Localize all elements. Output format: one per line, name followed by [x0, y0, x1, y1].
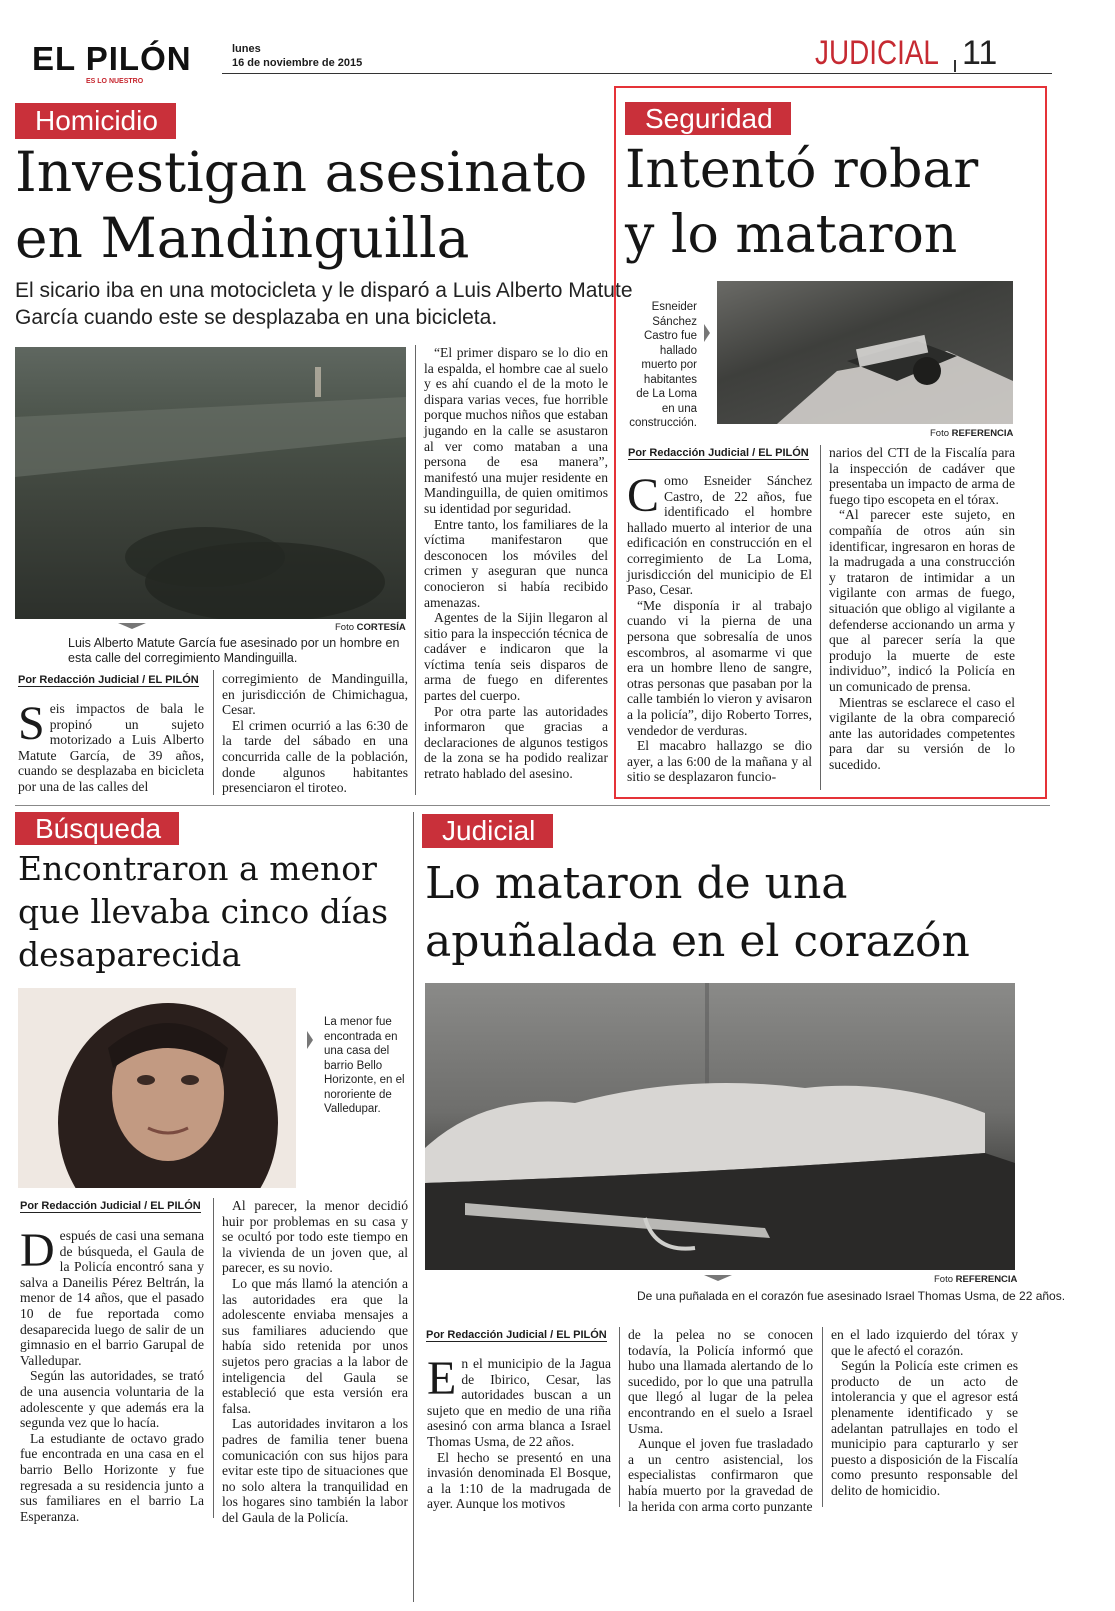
credit-prefix-4: Foto — [934, 1274, 954, 1285]
photo-girl — [18, 988, 296, 1188]
photo-body-construction — [717, 281, 1013, 424]
divider-2 — [820, 445, 821, 790]
credit-source-4: REFERENCIA — [955, 1274, 1018, 1285]
caption-punalada: De una puñalada en el corazón fue asesinado Israel Thomas Usma, de 22 años. — [637, 1289, 1066, 1303]
body-4-col3 — [831, 1327, 1018, 1499]
divider-1a — [213, 670, 214, 795]
body-4-col1 — [427, 1352, 611, 1512]
headline-menor-2: que llevaba cinco días — [18, 892, 389, 931]
body-1-col3-p3: Agentes de la Sijin llegaron al sitio para la inspección técnica de cadáver e indicaron que la víctima tenía seis disparos de arma de fuego en diferentes partes del cuerpo. — [424, 610, 608, 704]
headline-mandinguilla-1: Investigan asesinato — [15, 140, 588, 204]
body-2-col2 — [829, 445, 1015, 772]
page-number: 11 — [962, 34, 998, 72]
body-2-col1-p3: El macabro hallazgo se dio ayer, a las 6:00 de la mañana y al sitio se desplazaron funcio- — [627, 738, 812, 785]
body-1-col2 — [222, 671, 408, 796]
body-3-col2-p2: Lo que más llamó la atención a las autoridades era que la adolescente enviaba mensajes a sus familiares aduciendo que había sido retenida por unos sujetos pero gracias a la labor de inteligencia del Gaula se estableció que esta versión era falsa. — [222, 1275, 408, 1416]
body-1-col3-p4: Por otra parte las autoridades informaron que gracias a declaraciones de algunos testigos de la zona se ha podido realizar retrato hablado del asesino. — [424, 703, 608, 782]
deck-mandinguilla-1: El sicario iba en una motocicleta y le disparó a Luis Alberto Matute — [15, 279, 633, 302]
photo-street-mandinguilla — [15, 347, 406, 619]
body-2-col1 — [627, 469, 812, 785]
tag-seguridad: Seguridad — [625, 102, 791, 135]
body-1-col1 — [18, 697, 204, 795]
headline-robar-2: y lo mataron — [625, 205, 958, 265]
body-4-col1-text: n el municipio de la Jagua de Ibirico, Cesar, las autoridades buscan a un sujeto que en medio de una riña asesinó con arma blanca a Israel Thomas Usma, de 22 años. — [427, 1356, 611, 1449]
body-2-col2-p3: Mientras se esclarece el caso el vigilante de la obra compareció ante las autoridades competentes para dar su versión de lo sucedido. — [829, 694, 1015, 772]
morgue-scene — [425, 983, 1015, 1270]
photo-credit-1 — [335, 622, 406, 633]
construction-scene — [717, 281, 1013, 424]
body-1-col1-text: eis impactos de bala le propinó un sujeto motorizado a Luis Alberto Matute García, de 39 años, cuando se desplazaba en bicicleta por una de las calles del — [18, 701, 204, 794]
body-3-col2 — [222, 1198, 408, 1525]
headline-menor-3: desaparecida — [18, 935, 242, 974]
body-1-col2-p1: corregimiento de Mandinguilla, en jurisdicción de Chimichagua, Cesar. — [222, 671, 408, 718]
body-3-col1-text: espués de casi una semana de búsqueda, el Gaula de la Policía encontró sana y salva a Daneilis Pérez Beltrán, la menor de 14 años, que el pasado 10 de fue reportada como desaparecida luego de salir de un gimnasio en el barrio Garupal de Valledupar. — [20, 1228, 204, 1368]
column-divider-main — [413, 812, 414, 1602]
byline-2: Por Redacción Judicial / EL PILÓN — [628, 447, 809, 459]
body-4-col3-p1: en el lado izquierdo del tórax y que le afectó el corazón. — [831, 1327, 1018, 1358]
tag-busqueda: Búsqueda — [15, 812, 179, 845]
headline-robar-1: Intentó robar — [625, 140, 979, 200]
credit-source-2: REFERENCIA — [951, 428, 1014, 439]
headline-mandinguilla-2: en Mandinguilla — [15, 206, 470, 270]
photo-covered-body — [425, 983, 1015, 1270]
caption-menor: La menor fue encontrada en una casa del barrio Bello Horizonte, en el nororiente de Valledupar. — [324, 1016, 405, 1115]
credit-prefix-2: Foto — [930, 428, 950, 439]
body-3-col1-p3: La estudiante de octavo grado fue encontrada en una casa en el barrio Bello Horizonte y fue regresada a su residencia junto a sus familiares en el barrio La Esperanza. — [20, 1430, 204, 1524]
headline-punalada-1: Lo mataron de una — [425, 858, 848, 909]
masthead-rule — [222, 73, 1052, 74]
headline-menor-1: Encontraron a menor — [18, 849, 377, 888]
divider-3 — [213, 1198, 214, 1518]
body-1-col3-p2: Entre tanto, los familiares de la víctima manifestaron que desconocen los móviles del crimen y aseguran que nunca conocieron si había recibido amenazas. — [424, 516, 608, 610]
body-2-col1-p2: “Me disponía ir al trabajo cuando vi la pierna de una persona que sobresalía de unos escombros, al asomarme vi que era un hombre lleno de sangre, otras personas que pasaban por la calle también lo vieron y avisaron a la policía”, dijo Roberto Torres, vendedor de verduras. — [627, 597, 812, 738]
body-1-col3 — [424, 345, 608, 782]
divider-4b — [822, 1327, 823, 1507]
deck-mandinguilla-2: García cuando este se desplazaba en una bicicleta. — [15, 306, 498, 329]
tag-judicial: Judicial — [422, 814, 553, 848]
dropcap-4: E — [427, 1352, 457, 1405]
masthead-date: 16 de noviembre de 2015 — [232, 57, 363, 69]
photo-credit-4 — [934, 1274, 1017, 1285]
masthead — [0, 0, 1115, 95]
credit-prefix-1: Foto — [335, 622, 355, 633]
byline-1: Por Redacción Judicial / EL PILÓN — [18, 674, 199, 686]
portrait-scene — [18, 988, 296, 1188]
tag-homicidio: Homicidio — [15, 103, 176, 139]
caption-mandinguilla: Luis Alberto Matute García fue asesinado por un hombre en esta calle del corregimiento Mandinguilla. — [68, 636, 400, 665]
masthead-day: lunes — [232, 43, 261, 55]
body-1-col3-p1: “El primer disparo se lo dio en la espalda, el hombre cae al suelo y es ahí cuando el de la moto le dispara varias veces, fue horrible porque muchos niños que estaban jugando en la calle se asustaron al ver como mataban a una persona de esa manera”, manifestó una mujer residente en Mandinguilla, de quien omitimos su identidad por seguridad. — [424, 345, 608, 516]
divider-1b — [415, 345, 416, 795]
section-divider — [954, 60, 956, 72]
body-2-col2-p2: “Al parecer este sujeto, en compañía de otros aún sin identificar, ingresaron en horas de la madrugada a una construcción y trataron de intimidar a un vigilante con armas de fuego, situación que obligo al vigilante a defenderse accionando un arma y que al parecer sería la que produjo la muerte de este individuo”, indicó la Policía en un comunicado de prensa. — [829, 507, 1015, 694]
body-3-col2-p3: Las autoridades invitaron a los padres de familia tener buena comunicación con sus hijos para evitar este tipo de situaciones que no solo altera la tranquilidad en los hogares sino también la labor del Gaula de la Policía. — [222, 1416, 408, 1525]
caption-arrow-4 — [704, 1275, 732, 1281]
logo-text: EL PILÓN — [32, 40, 192, 77]
photo-credit-2 — [930, 428, 1013, 439]
body-4-col2 — [628, 1327, 813, 1514]
section-separator — [15, 805, 1050, 806]
body-2-col2-p1: narios del CTI de la Fiscalía para la inspección de cadáver que presentaba un impacto de arma de fuego tipo escopeta en el tórax. — [829, 445, 1015, 507]
street-scene — [15, 347, 406, 619]
section-label: JUDICIAL — [815, 34, 939, 72]
dropcap-3: D — [20, 1224, 55, 1277]
byline-3: Por Redacción Judicial / EL PILÓN — [20, 1200, 201, 1212]
body-3-col2-p1: Al parecer, la menor decidió huir por problemas en su casa y se ocultó por todo este tiempo en la vivienda de un joven que, al parecer, es su novio. — [222, 1198, 408, 1276]
body-2-col1-text: omo Esneider Sánchez Castro, de 22 años, fue identificado el hombre hallado muerto al interior de una edificación en construcción en el corregimiento de La Loma, jurisdicción del municipio de El Paso, Cesar. — [627, 473, 812, 598]
body-4-col1-p2: El hecho se presentó en una invasión denominada El Bosque, a la 1:10 de la madrugada de ayer. Aunque los motivos — [427, 1449, 611, 1512]
headline-punalada-2: apuñalada en el corazón — [425, 916, 970, 967]
logo-slogan: ES LO NUESTRO — [86, 78, 144, 85]
credit-source-1: CORTESÍA — [356, 622, 406, 633]
dropcap-1: S — [18, 697, 45, 750]
caption-robar: Esneider Sánchez Castro fue hallado muerto por habitantes de La Loma en una construcción. — [629, 301, 697, 429]
dropcap-2: C — [627, 469, 660, 522]
body-4-col2-p1: de la pelea no se conocen todavía, la Policía informó que hubo una llamada alertando de lo sucedido, por lo que una patrulla que llegó al lugar de la pelea encontrando en el suelo a Israel Usma. — [628, 1327, 813, 1436]
body-3-col1 — [20, 1224, 204, 1524]
logo — [32, 40, 222, 90]
body-4-col2-p2: Aunque el joven fue trasladado a un centro asistencial, los especialistas confirmaron que había muerto por la gravedad de la herida con arma corto punzante — [628, 1436, 813, 1514]
body-3-col1-p2: Según las autoridades, se trató de una ausencia voluntaria de la adolescente y que además era la segunda vez que lo hacía. — [20, 1368, 204, 1431]
body-1-col2-p2: El crimen ocurrió a las 6:30 de la tarde del sábado en una concurrida calle de la población, donde algunos habitantes presenciaron el tiroteo. — [222, 717, 408, 796]
byline-4: Por Redacción Judicial / EL PILÓN — [426, 1329, 607, 1341]
caption-arrow-3 — [307, 1031, 313, 1049]
caption-arrow-1 — [118, 623, 146, 629]
caption-arrow-2 — [704, 324, 710, 342]
divider-4a — [619, 1327, 620, 1507]
body-4-col3-p2: Según la Policía este crimen es producto de un acto de intolerancia y que el agresor está plenamente identificado y se adelantan patrullajes en todo el municipio para capturarlo y ser puesto a disposición de la Fiscalía como presunto responsable del delito de homicidio. — [831, 1358, 1018, 1498]
